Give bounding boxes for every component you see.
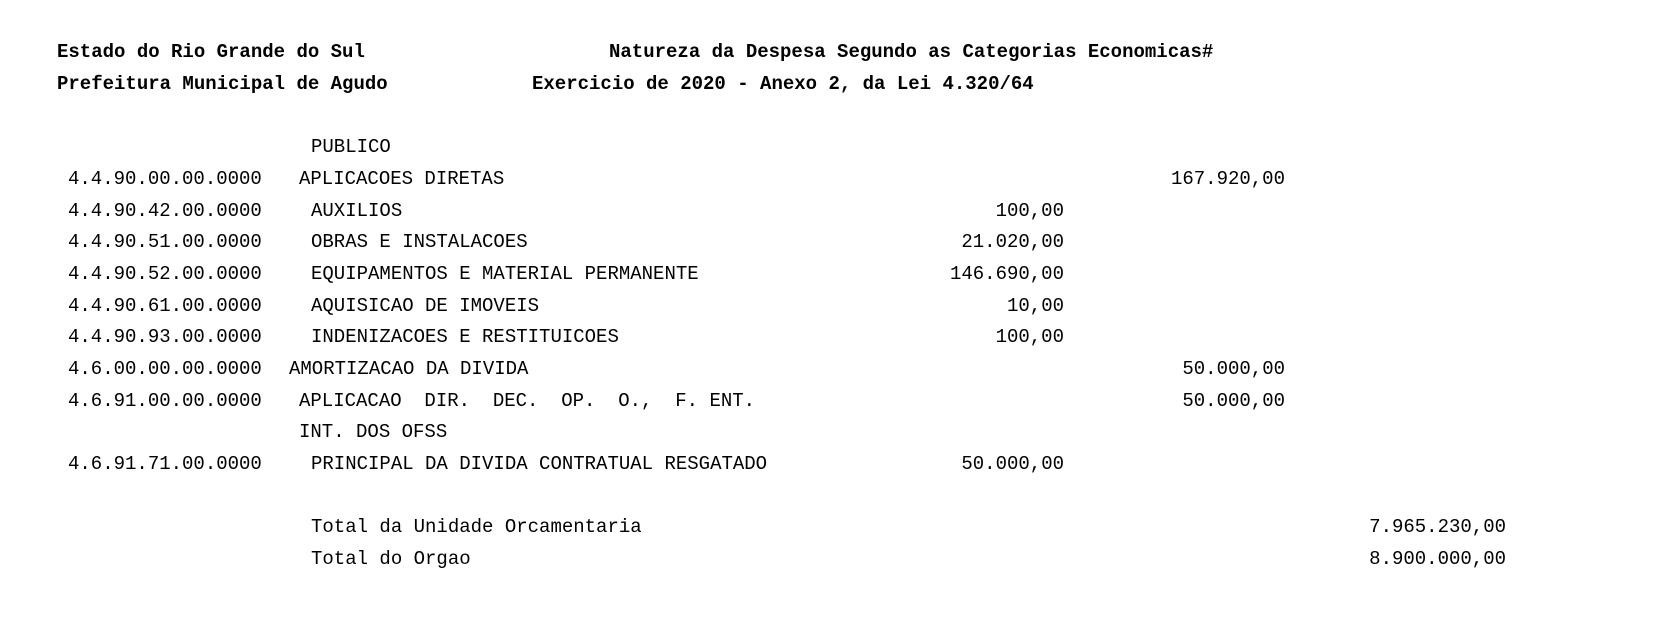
row-code: 4.4.90.61.00.0000 — [68, 295, 262, 317]
row-desc: OBRAS E INSTALACOES — [311, 231, 528, 253]
row-value-col1: 146.690,00 — [949, 263, 1064, 285]
row-value-col1: 10,00 — [1006, 295, 1064, 317]
row-value-col1: 100,00 — [995, 200, 1064, 222]
row-desc: EQUIPAMENTOS E MATERIAL PERMANENTE — [311, 263, 699, 285]
row-desc: APLICACOES DIRETAS — [299, 168, 505, 190]
row-desc: PRINCIPAL DA DIVIDA CONTRATUAL RESGATADO — [311, 453, 768, 475]
row-code: 4.4.90.51.00.0000 — [68, 231, 262, 253]
header-title: Natureza da Despesa Segundo as Categorias Economicas# — [609, 41, 1214, 63]
row-code: 4.6.91.71.00.0000 — [68, 453, 262, 475]
row-value-col2: 167.920,00 — [1170, 168, 1285, 190]
total-unit-value: 7.965.230,00 — [1369, 516, 1506, 538]
header-municipality: Prefeitura Municipal de Agudo — [57, 73, 388, 95]
row-code: 4.4.90.93.00.0000 — [68, 326, 262, 348]
row-value-col2: 50.000,00 — [1182, 390, 1285, 412]
header-state: Estado do Rio Grande do Sul — [57, 41, 365, 63]
total-organ-label: Total do Orgao — [311, 548, 471, 570]
row-code: 4.4.90.00.00.0000 — [68, 168, 262, 190]
total-unit-label: Total da Unidade Orcamentaria — [311, 516, 642, 538]
row-value-col1: 21.020,00 — [961, 231, 1064, 253]
row-desc: AQUISICAO DE IMOVEIS — [311, 295, 540, 317]
row-desc: AMORTIZACAO DA DIVIDA — [289, 358, 529, 380]
row-code: 4.4.90.52.00.0000 — [68, 263, 262, 285]
row-desc: AUXILIOS — [311, 200, 403, 222]
row-code: 4.6.91.00.00.0000 — [68, 390, 262, 412]
row-desc: INDENIZACOES E RESTITUICOES — [311, 326, 619, 348]
row-value-col1: 50.000,00 — [961, 453, 1064, 475]
header-subtitle: Exercicio de 2020 - Anexo 2, da Lei 4.320/64 — [532, 73, 1034, 95]
row-value-col2: 50.000,00 — [1182, 358, 1285, 380]
row-desc: PUBLICO — [311, 136, 391, 158]
row-desc: APLICACAO DIR. DEC. OP. O., F. ENT. — [299, 390, 756, 412]
row-code: 4.4.90.42.00.0000 — [68, 200, 262, 222]
row-value-col1: 100,00 — [995, 326, 1064, 348]
row-code: 4.6.00.00.00.0000 — [68, 358, 262, 380]
row-desc-continuation: INT. DOS OFSS — [299, 421, 448, 443]
total-organ-value: 8.900.000,00 — [1369, 548, 1506, 570]
